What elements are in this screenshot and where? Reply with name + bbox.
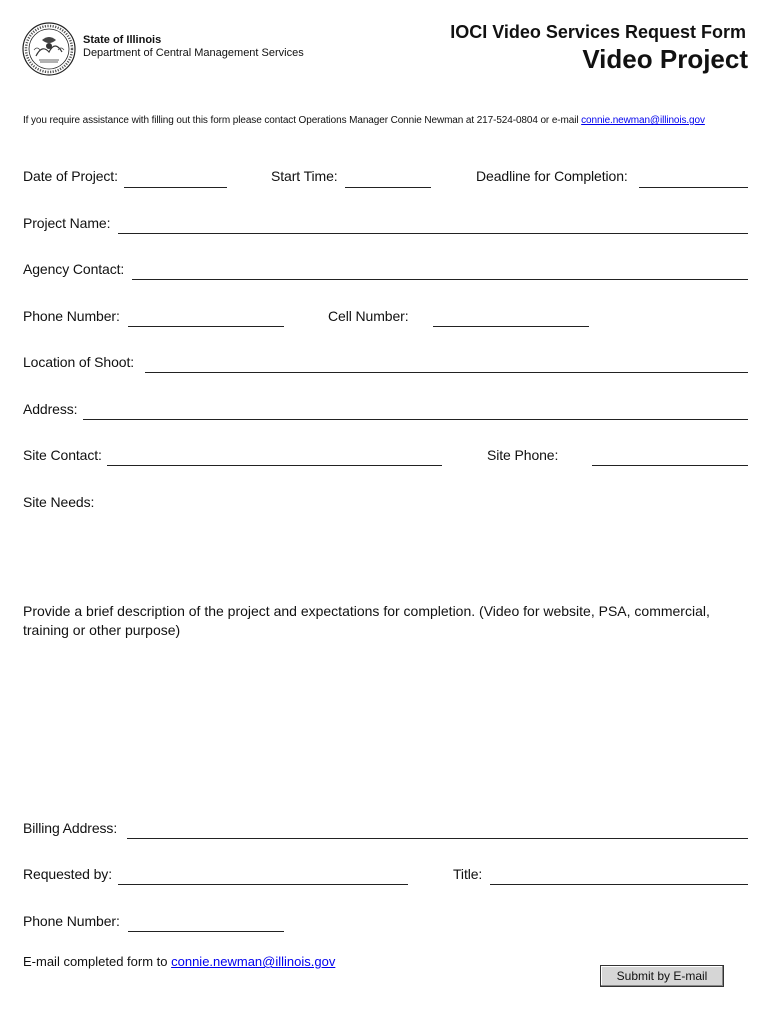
site-needs-field[interactable] [23, 514, 748, 590]
requested-by-underline [118, 884, 408, 885]
location-of-shoot-underline [145, 372, 748, 373]
phone-number-field[interactable] [128, 310, 284, 326]
agency-heading [83, 34, 304, 60]
project-name-underline [118, 233, 748, 234]
phone-number-label: Phone Number: [23, 308, 120, 324]
title-field[interactable] [490, 868, 748, 884]
description-prompt: Provide a brief description of the project and expectations for completion. (Video for website, PSA, commercial, training or other purpose) [23, 603, 710, 638]
billing-address-underline [127, 838, 748, 839]
billing-address-label: Billing Address: [23, 820, 118, 836]
department-name: Department of Central Management Services [83, 47, 304, 59]
address-underline [83, 419, 748, 420]
start-time-label: Start Time: [271, 168, 338, 184]
address-label: Address: [23, 401, 78, 417]
site-phone-underline [592, 465, 748, 466]
address-field[interactable] [83, 402, 748, 418]
site-contact-label: Site Contact: [23, 447, 102, 463]
cell-number-label: Cell Number: [328, 308, 409, 324]
agency-contact-underline [132, 279, 748, 280]
title-label: Title: [453, 866, 483, 882]
assistance-email-link[interactable]: connie.newman@illinois.gov [581, 115, 705, 126]
email-instruction [23, 954, 335, 969]
site-phone-field[interactable] [592, 449, 748, 465]
billing-address-field[interactable] [127, 821, 748, 837]
phone-number-underline [128, 326, 284, 327]
state-seal-icon [22, 22, 76, 76]
site-contact-underline [107, 465, 442, 466]
requester-phone-label: Phone Number: [23, 913, 120, 929]
date-of-project-field[interactable] [124, 170, 227, 186]
assistance-note [23, 115, 705, 126]
project-name-field[interactable] [118, 216, 748, 232]
footer-email-link[interactable]: connie.newman@illinois.gov [171, 954, 336, 969]
requested-by-field[interactable] [118, 868, 408, 884]
form-subtitle: Video Project [582, 44, 748, 74]
email-instruction-text: E-mail completed form to [23, 954, 172, 969]
state-name: State of Illinois [83, 34, 162, 46]
title-underline [490, 884, 748, 885]
site-phone-label: Site Phone: [487, 447, 559, 463]
location-of-shoot-label: Location of Shoot: [23, 354, 135, 370]
site-needs-label: Site Needs: [23, 494, 95, 510]
agency-contact-label: Agency Contact: [23, 261, 125, 277]
deadline-field[interactable] [639, 170, 748, 186]
requester-phone-underline [128, 931, 284, 932]
form-title: IOCI Video Services Request Form [450, 22, 746, 42]
location-of-shoot-field[interactable] [145, 356, 748, 372]
deadline-underline [639, 187, 748, 188]
project-name-label: Project Name: [23, 215, 111, 231]
start-time-field[interactable] [345, 170, 431, 186]
submit-by-email-button[interactable]: Submit by E-mail [600, 965, 724, 987]
cell-number-field[interactable] [433, 310, 589, 326]
description-field[interactable] [23, 645, 748, 810]
assistance-text: If you require assistance with filling out this form please contact Operations Manager Connie Newman at 217-524-0804 or e-mail [23, 115, 582, 126]
date-of-project-underline [124, 187, 227, 188]
site-contact-field[interactable] [107, 449, 442, 465]
agency-contact-field[interactable] [132, 263, 748, 279]
start-time-underline [345, 187, 431, 188]
cell-number-underline [433, 326, 589, 327]
date-of-project-label: Date of Project: [23, 168, 118, 184]
requester-phone-field[interactable] [128, 914, 284, 930]
deadline-label: Deadline for Completion: [476, 168, 628, 184]
requested-by-label: Requested by: [23, 866, 112, 882]
